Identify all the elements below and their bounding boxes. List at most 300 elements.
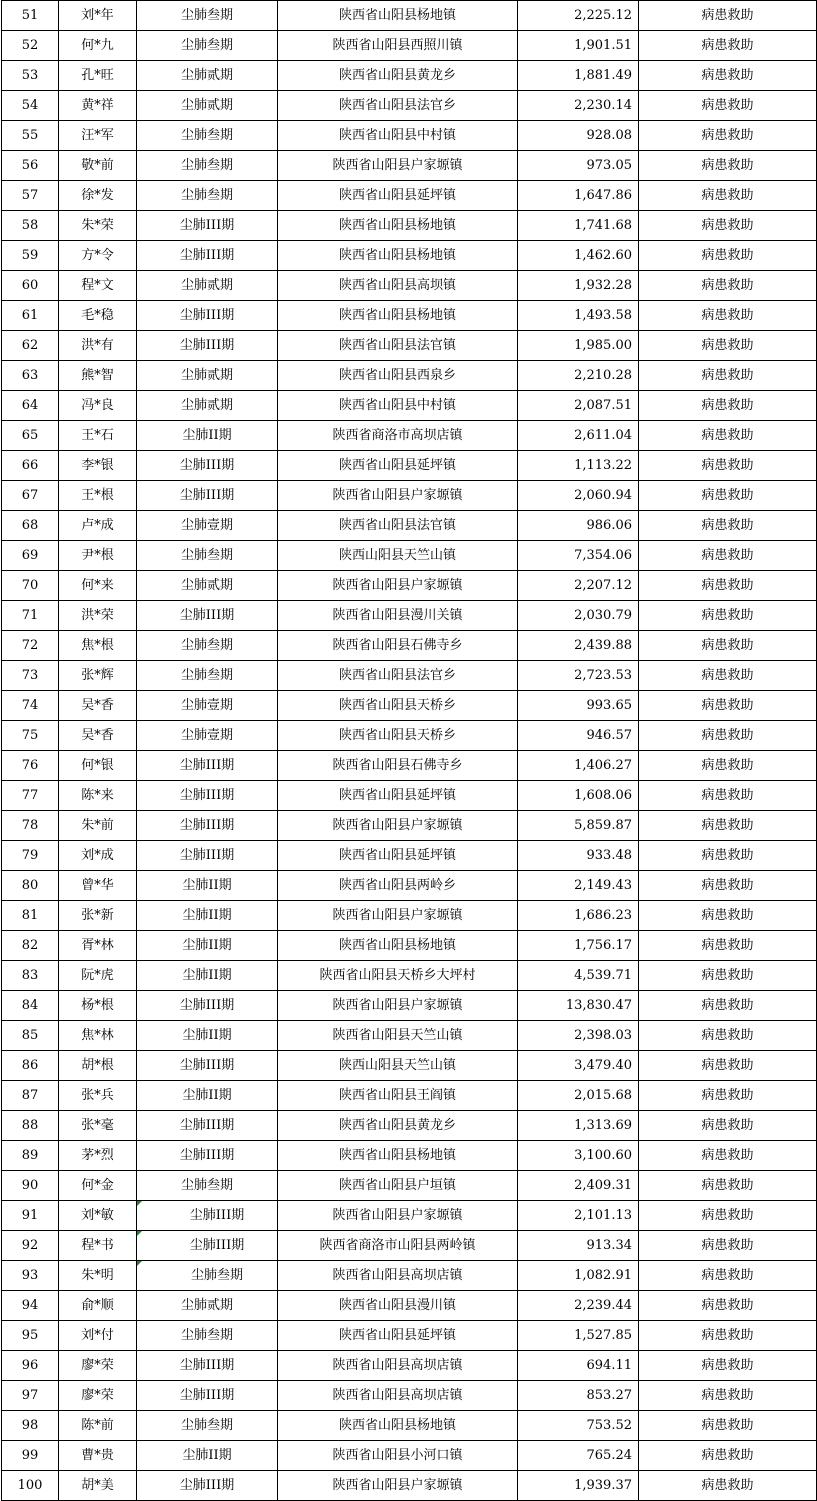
patient-name-cell: 吴*香 <box>59 721 137 751</box>
disease-stage-cell: 尘肺贰期 <box>137 91 278 121</box>
assistance-type-cell: 病患救助 <box>639 1051 817 1081</box>
assistance-type-cell: 病患救助 <box>639 331 817 361</box>
disease-stage-cell: 尘肺III期 <box>137 241 278 271</box>
amount-cell: 1,741.68 <box>518 211 639 241</box>
row-number-cell: 91 <box>2 1201 59 1231</box>
assistance-type-cell: 病患救助 <box>639 1471 817 1501</box>
disease-stage-cell: 尘肺II期 <box>137 1441 278 1471</box>
amount-cell: 2,239.44 <box>518 1291 639 1321</box>
amount-cell: 1,647.86 <box>518 181 639 211</box>
address-cell: 陕西省山阳县高坝店镇 <box>278 1351 518 1381</box>
assistance-type-cell: 病患救助 <box>639 1411 817 1441</box>
amount-cell: 2,101.13 <box>518 1201 639 1231</box>
address-cell: 陕西省山阳县法官乡 <box>278 91 518 121</box>
amount-cell: 946.57 <box>518 721 639 751</box>
amount-cell: 694.11 <box>518 1351 639 1381</box>
table-row <box>2 301 817 331</box>
row-number-cell: 60 <box>2 271 59 301</box>
row-number-cell: 69 <box>2 541 59 571</box>
address-cell: 陕西省山阳县天桥乡 <box>278 721 518 751</box>
disease-stage-cell: 尘肺壹期 <box>137 721 278 751</box>
disease-stage-cell: 尘肺II期 <box>137 901 278 931</box>
row-number-cell: 85 <box>2 1021 59 1051</box>
disease-stage-cell: 尘肺III期 <box>137 1111 278 1141</box>
row-number-cell: 98 <box>2 1411 59 1441</box>
row-number-cell: 54 <box>2 91 59 121</box>
table-row <box>2 511 817 541</box>
patient-name-cell: 张*兵 <box>59 1081 137 1111</box>
table-row <box>2 1081 817 1111</box>
amount-cell: 2,149.43 <box>518 871 639 901</box>
patient-name-cell: 刘*成 <box>59 841 137 871</box>
amount-cell: 2,225.12 <box>518 1 639 31</box>
amount-cell: 933.48 <box>518 841 639 871</box>
assistance-type-cell: 病患救助 <box>639 601 817 631</box>
table-row <box>2 1351 817 1381</box>
row-number-cell: 56 <box>2 151 59 181</box>
amount-cell: 2,087.51 <box>518 391 639 421</box>
row-number-cell: 57 <box>2 181 59 211</box>
disease-stage-cell: 尘肺III期 <box>137 601 278 631</box>
table-row <box>2 1291 817 1321</box>
patient-name-cell: 胡*美 <box>59 1471 137 1501</box>
address-cell: 陕西省山阳县延坪镇 <box>278 841 518 871</box>
disease-stage-cell: 尘肺壹期 <box>137 511 278 541</box>
assistance-type-cell: 病患救助 <box>639 151 817 181</box>
address-cell: 陕西省山阳县户垣镇 <box>278 1171 518 1201</box>
address-cell: 陕西省山阳县户家塬镇 <box>278 151 518 181</box>
amount-cell: 2,060.94 <box>518 481 639 511</box>
address-cell: 陕西省山阳县杨地镇 <box>278 301 518 331</box>
address-cell: 陕西省山阳县法官镇 <box>278 511 518 541</box>
disease-stage-cell: 尘肺II期 <box>137 961 278 991</box>
patient-name-cell: 洪*荣 <box>59 601 137 631</box>
assistance-type-cell: 病患救助 <box>639 781 817 811</box>
disease-stage-cell: 尘肺II期 <box>137 931 278 961</box>
disease-stage-cell: 尘肺III期 <box>137 331 278 361</box>
address-cell: 陕西省商洛市高坝店镇 <box>278 421 518 451</box>
disease-stage-cell: 尘肺II期 <box>137 421 278 451</box>
assistance-type-cell: 病患救助 <box>639 361 817 391</box>
row-number-cell: 86 <box>2 1051 59 1081</box>
assistance-type-cell: 病患救助 <box>639 931 817 961</box>
amount-cell: 2,723.53 <box>518 661 639 691</box>
address-cell: 陕西省山阳县户家塬镇 <box>278 1471 518 1501</box>
assistance-type-cell: 病患救助 <box>639 1111 817 1141</box>
row-number-cell: 70 <box>2 571 59 601</box>
assistance-type-cell: 病患救助 <box>639 1291 817 1321</box>
disease-stage-cell: 尘肺III期 <box>137 1141 278 1171</box>
disease-stage-cell: 尘肺III期 <box>137 301 278 331</box>
assistance-type-cell: 病患救助 <box>639 271 817 301</box>
patient-name-cell: 何*金 <box>59 1171 137 1201</box>
address-cell: 陕西省山阳县漫川镇 <box>278 1291 518 1321</box>
row-number-cell: 74 <box>2 691 59 721</box>
patient-name-cell: 廖*荣 <box>59 1351 137 1381</box>
patient-name-cell: 吴*香 <box>59 691 137 721</box>
patient-name-cell: 程*书 <box>59 1231 137 1261</box>
table-row <box>2 421 817 451</box>
table-row <box>2 151 817 181</box>
assistance-type-cell: 病患救助 <box>639 1021 817 1051</box>
patient-name-cell: 何*来 <box>59 571 137 601</box>
amount-cell: 2,030.79 <box>518 601 639 631</box>
disease-stage-cell: 尘肺II期 <box>137 1081 278 1111</box>
row-number-cell: 76 <box>2 751 59 781</box>
disease-stage-cell: 尘肺III期 <box>137 991 278 1021</box>
assistance-type-cell: 病患救助 <box>639 1141 817 1171</box>
disease-stage-cell: 尘肺贰期 <box>137 571 278 601</box>
amount-cell: 993.65 <box>518 691 639 721</box>
row-number-cell: 71 <box>2 601 59 631</box>
assistance-type-cell: 病患救助 <box>639 181 817 211</box>
patient-name-cell: 卢*成 <box>59 511 137 541</box>
table-row <box>2 1261 817 1291</box>
disease-stage-cell: 尘肺叁期 <box>137 1261 278 1291</box>
address-cell: 陕西省山阳县小河口镇 <box>278 1441 518 1471</box>
patient-name-cell: 王*根 <box>59 481 137 511</box>
row-number-cell: 53 <box>2 61 59 91</box>
address-cell: 陕西省山阳县延坪镇 <box>278 1321 518 1351</box>
disease-stage-cell: 尘肺叁期 <box>137 1321 278 1351</box>
table-row <box>2 931 817 961</box>
amount-cell: 1,527.85 <box>518 1321 639 1351</box>
disease-stage-cell: 尘肺壹期 <box>137 691 278 721</box>
assistance-type-cell: 病患救助 <box>639 241 817 271</box>
amount-cell: 1,462.60 <box>518 241 639 271</box>
table-row <box>2 631 817 661</box>
address-cell: 陕西省山阳县天桥乡大坪村 <box>278 961 518 991</box>
amount-cell: 3,479.40 <box>518 1051 639 1081</box>
disease-stage-cell: 尘肺II期 <box>137 871 278 901</box>
address-cell: 陕西省山阳县延坪镇 <box>278 451 518 481</box>
amount-cell: 2,611.04 <box>518 421 639 451</box>
amount-cell: 5,859.87 <box>518 811 639 841</box>
amount-cell: 753.52 <box>518 1411 639 1441</box>
row-number-cell: 77 <box>2 781 59 811</box>
table-row <box>2 1111 817 1141</box>
patient-name-cell: 胥*林 <box>59 931 137 961</box>
address-cell: 陕西省山阳县黄龙乡 <box>278 61 518 91</box>
address-cell: 陕西省山阳县黄龙乡 <box>278 1111 518 1141</box>
address-cell: 陕西省山阳县西照川镇 <box>278 31 518 61</box>
table-row <box>2 481 817 511</box>
address-cell: 陕西省商洛市山阳县两岭镇 <box>278 1231 518 1261</box>
assistance-type-cell: 病患救助 <box>639 1081 817 1111</box>
assistance-type-cell: 病患救助 <box>639 691 817 721</box>
patient-name-cell: 何*九 <box>59 31 137 61</box>
patient-name-cell: 陈*前 <box>59 1411 137 1441</box>
address-cell: 陕西省山阳县户家塬镇 <box>278 1201 518 1231</box>
patient-name-cell: 何*银 <box>59 751 137 781</box>
amount-cell: 1,406.27 <box>518 751 639 781</box>
disease-stage-cell: 尘肺III期 <box>137 451 278 481</box>
assistance-type-cell: 病患救助 <box>639 1231 817 1261</box>
address-cell: 陕西省山阳县高坝店镇 <box>278 1381 518 1411</box>
assistance-type-cell: 病患救助 <box>639 511 817 541</box>
disease-stage-cell: 尘肺III期 <box>137 781 278 811</box>
patient-name-cell: 刘*敏 <box>59 1201 137 1231</box>
row-number-cell: 78 <box>2 811 59 841</box>
patient-name-cell: 刘*年 <box>59 1 137 31</box>
amount-cell: 1,082.91 <box>518 1261 639 1291</box>
row-number-cell: 96 <box>2 1351 59 1381</box>
row-number-cell: 93 <box>2 1261 59 1291</box>
assistance-type-cell: 病患救助 <box>639 961 817 991</box>
disease-stage-cell: 尘肺III期 <box>137 751 278 781</box>
patient-name-cell: 杨*根 <box>59 991 137 1021</box>
address-cell: 陕西省山阳县法官乡 <box>278 661 518 691</box>
patient-name-cell: 茅*烈 <box>59 1141 137 1171</box>
patient-name-cell: 汪*军 <box>59 121 137 151</box>
assistance-type-cell: 病患救助 <box>639 901 817 931</box>
address-cell: 陕西省山阳县法官镇 <box>278 331 518 361</box>
table-row <box>2 1321 817 1351</box>
assistance-type-cell: 病患救助 <box>639 1321 817 1351</box>
disease-stage-cell: 尘肺叁期 <box>137 661 278 691</box>
table-row <box>2 1441 817 1471</box>
amount-cell: 2,210.28 <box>518 361 639 391</box>
table-row <box>2 391 817 421</box>
patient-name-cell: 廖*荣 <box>59 1381 137 1411</box>
patient-name-cell: 阮*虎 <box>59 961 137 991</box>
table-row <box>2 181 817 211</box>
table-row <box>2 541 817 571</box>
patient-name-cell: 张*毫 <box>59 1111 137 1141</box>
assistance-type-cell: 病患救助 <box>639 1201 817 1231</box>
disease-stage-cell: 尘肺III期 <box>137 1201 278 1231</box>
table-row <box>2 91 817 121</box>
amount-cell: 2,230.14 <box>518 91 639 121</box>
amount-cell: 1,939.37 <box>518 1471 639 1501</box>
assistance-type-cell: 病患救助 <box>639 751 817 781</box>
table-row <box>2 811 817 841</box>
address-cell: 陕西省山阳县延坪镇 <box>278 181 518 211</box>
patient-name-cell: 尹*根 <box>59 541 137 571</box>
assistance-type-cell: 病患救助 <box>639 451 817 481</box>
assistance-type-cell: 病患救助 <box>639 841 817 871</box>
disease-stage-cell: 尘肺III期 <box>137 1231 278 1261</box>
patient-name-cell: 陈*来 <box>59 781 137 811</box>
address-cell: 陕西省山阳县西泉乡 <box>278 361 518 391</box>
amount-cell: 1,686.23 <box>518 901 639 931</box>
patient-name-cell: 朱*明 <box>59 1261 137 1291</box>
table-row <box>2 331 817 361</box>
patient-name-cell: 曾*华 <box>59 871 137 901</box>
row-number-cell: 94 <box>2 1291 59 1321</box>
address-cell: 陕西省山阳县杨地镇 <box>278 1141 518 1171</box>
assistance-type-cell: 病患救助 <box>639 61 817 91</box>
table-row <box>2 361 817 391</box>
disease-stage-cell: 尘肺III期 <box>137 211 278 241</box>
address-cell: 陕西省山阳县漫川关镇 <box>278 601 518 631</box>
amount-cell: 986.06 <box>518 511 639 541</box>
assistance-type-cell: 病患救助 <box>639 481 817 511</box>
amount-cell: 3,100.60 <box>518 1141 639 1171</box>
assistance-type-cell: 病患救助 <box>639 421 817 451</box>
address-cell: 陕西省山阳县石佛寺乡 <box>278 631 518 661</box>
patient-name-cell: 曹*贵 <box>59 1441 137 1471</box>
address-cell: 陕西省山阳县中村镇 <box>278 121 518 151</box>
patient-name-cell: 焦*林 <box>59 1021 137 1051</box>
address-cell: 陕西山阳县天竺山镇 <box>278 1051 518 1081</box>
address-cell: 陕西省山阳县天桥乡 <box>278 691 518 721</box>
patient-name-cell: 朱*前 <box>59 811 137 841</box>
patient-name-cell: 毛*稳 <box>59 301 137 331</box>
table-row <box>2 271 817 301</box>
amount-cell: 2,398.03 <box>518 1021 639 1051</box>
amount-cell: 1,608.06 <box>518 781 639 811</box>
table-row <box>2 991 817 1021</box>
amount-cell: 1,113.22 <box>518 451 639 481</box>
table-row <box>2 451 817 481</box>
amount-cell: 4,539.71 <box>518 961 639 991</box>
disease-stage-cell: 尘肺III期 <box>137 1471 278 1501</box>
table-row <box>2 1231 817 1261</box>
amount-cell: 13,830.47 <box>518 991 639 1021</box>
address-cell: 陕西省山阳县杨地镇 <box>278 1411 518 1441</box>
address-cell: 陕西省山阳县户家塬镇 <box>278 571 518 601</box>
row-number-cell: 80 <box>2 871 59 901</box>
disease-stage-cell: 尘肺III期 <box>137 1051 278 1081</box>
address-cell: 陕西省山阳县户家塬镇 <box>278 901 518 931</box>
amount-cell: 913.34 <box>518 1231 639 1261</box>
assistance-type-cell: 病患救助 <box>639 1441 817 1471</box>
row-number-cell: 62 <box>2 331 59 361</box>
row-number-cell: 81 <box>2 901 59 931</box>
assistance-type-cell: 病患救助 <box>639 391 817 421</box>
amount-cell: 2,439.88 <box>518 631 639 661</box>
assistance-type-cell: 病患救助 <box>639 91 817 121</box>
assistance-type-cell: 病患救助 <box>639 31 817 61</box>
patient-name-cell: 方*令 <box>59 241 137 271</box>
row-number-cell: 63 <box>2 361 59 391</box>
table-row <box>2 1471 817 1501</box>
row-number-cell: 95 <box>2 1321 59 1351</box>
row-number-cell: 67 <box>2 481 59 511</box>
amount-cell: 1,901.51 <box>518 31 639 61</box>
address-cell: 陕西省山阳县中村镇 <box>278 391 518 421</box>
assistance-type-cell: 病患救助 <box>639 811 817 841</box>
row-number-cell: 66 <box>2 451 59 481</box>
table-row <box>2 1381 817 1411</box>
row-number-cell: 55 <box>2 121 59 151</box>
amount-cell: 1,932.28 <box>518 271 639 301</box>
assistance-type-cell: 病患救助 <box>639 1171 817 1201</box>
cell-marker-icon <box>137 1231 142 1236</box>
address-cell: 陕西省山阳县高坝店镇 <box>278 1261 518 1291</box>
row-number-cell: 64 <box>2 391 59 421</box>
row-number-cell: 88 <box>2 1111 59 1141</box>
disease-stage-cell: 尘肺叁期 <box>137 631 278 661</box>
assistance-type-cell: 病患救助 <box>639 721 817 751</box>
patient-name-cell: 刘*付 <box>59 1321 137 1351</box>
row-number-cell: 99 <box>2 1441 59 1471</box>
assistance-type-cell: 病患救助 <box>639 991 817 1021</box>
table-row <box>2 211 817 241</box>
table-row <box>2 121 817 151</box>
amount-cell: 1,756.17 <box>518 931 639 961</box>
table-row <box>2 751 817 781</box>
assistance-type-cell: 病患救助 <box>639 1351 817 1381</box>
table-row <box>2 1171 817 1201</box>
assistance-type-cell: 病患救助 <box>639 1381 817 1411</box>
disease-stage-cell: 尘肺III期 <box>137 1381 278 1411</box>
patient-name-cell: 冯*良 <box>59 391 137 421</box>
address-cell: 陕西省山阳县王阎镇 <box>278 1081 518 1111</box>
amount-cell: 1,313.69 <box>518 1111 639 1141</box>
patient-name-cell: 朱*荣 <box>59 211 137 241</box>
disease-stage-cell: 尘肺叁期 <box>137 151 278 181</box>
address-cell: 陕西省山阳县两岭乡 <box>278 871 518 901</box>
table-row <box>2 721 817 751</box>
disease-stage-cell: 尘肺贰期 <box>137 391 278 421</box>
disease-stage-cell: 尘肺叁期 <box>137 1171 278 1201</box>
table-row <box>2 571 817 601</box>
amount-cell: 1,881.49 <box>518 61 639 91</box>
row-number-cell: 87 <box>2 1081 59 1111</box>
assistance-type-cell: 病患救助 <box>639 121 817 151</box>
assistance-type-cell: 病患救助 <box>639 301 817 331</box>
row-number-cell: 90 <box>2 1171 59 1201</box>
row-number-cell: 100 <box>2 1471 59 1501</box>
patient-name-cell: 张*新 <box>59 901 137 931</box>
table-row <box>2 1021 817 1051</box>
address-cell: 陕西省山阳县杨地镇 <box>278 211 518 241</box>
address-cell: 陕西省山阳县石佛寺乡 <box>278 751 518 781</box>
assistance-type-cell: 病患救助 <box>639 1261 817 1291</box>
address-cell: 陕西省山阳县杨地镇 <box>278 241 518 271</box>
patient-name-cell: 程*文 <box>59 271 137 301</box>
cell-marker-icon <box>137 1261 142 1266</box>
address-cell: 陕西省山阳县高坝镇 <box>278 271 518 301</box>
disease-stage-cell: 尘肺贰期 <box>137 1291 278 1321</box>
disease-stage-cell: 尘肺贰期 <box>137 271 278 301</box>
disease-stage-cell: 尘肺III期 <box>137 481 278 511</box>
row-number-cell: 65 <box>2 421 59 451</box>
table-row <box>2 841 817 871</box>
cell-marker-icon <box>137 1201 142 1206</box>
disease-stage-cell: 尘肺叁期 <box>137 31 278 61</box>
disease-stage-cell: 尘肺叁期 <box>137 121 278 151</box>
row-number-cell: 82 <box>2 931 59 961</box>
table-row <box>2 61 817 91</box>
row-number-cell: 73 <box>2 661 59 691</box>
table-row <box>2 31 817 61</box>
patient-name-cell: 王*石 <box>59 421 137 451</box>
address-cell: 陕西省山阳县户家塬镇 <box>278 991 518 1021</box>
table-row <box>2 871 817 901</box>
row-number-cell: 79 <box>2 841 59 871</box>
assistance-type-cell: 病患救助 <box>639 1 817 31</box>
relief-table <box>1 0 817 1501</box>
row-number-cell: 84 <box>2 991 59 1021</box>
patient-name-cell: 黄*祥 <box>59 91 137 121</box>
disease-stage-cell: 尘肺III期 <box>137 1351 278 1381</box>
disease-stage-cell: 尘肺III期 <box>137 811 278 841</box>
table-row <box>2 601 817 631</box>
disease-stage-cell: 尘肺叁期 <box>137 181 278 211</box>
row-number-cell: 72 <box>2 631 59 661</box>
disease-stage-cell: 尘肺叁期 <box>137 1411 278 1441</box>
amount-cell: 2,015.68 <box>518 1081 639 1111</box>
amount-cell: 2,207.12 <box>518 571 639 601</box>
patient-name-cell: 张*辉 <box>59 661 137 691</box>
patient-name-cell: 俞*顺 <box>59 1291 137 1321</box>
row-number-cell: 52 <box>2 31 59 61</box>
table-row <box>2 1411 817 1441</box>
assistance-type-cell: 病患救助 <box>639 571 817 601</box>
